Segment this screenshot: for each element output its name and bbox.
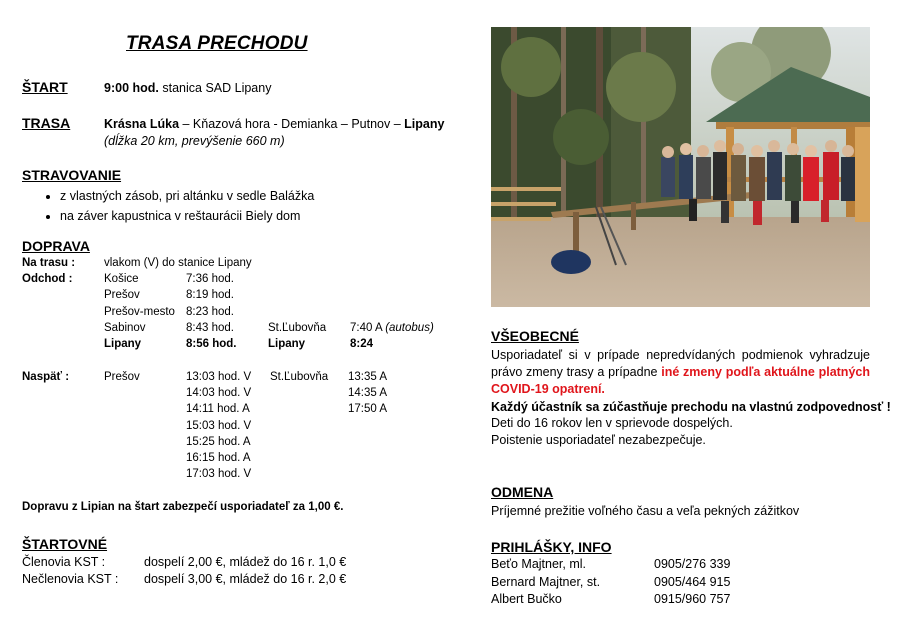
stravovanie-list — [30, 186, 314, 226]
table-row — [22, 420, 428, 436]
contact-name: Beťo Majtner, ml. — [491, 557, 587, 571]
na-trasu-label: Na trasu : — [22, 257, 76, 269]
contacts-table — [491, 557, 774, 610]
stravovanie-item: • na záver kapustnica v reštaurácii Biely dom — [60, 206, 314, 226]
table-row — [22, 468, 428, 484]
naspat-alt-place: St.Ľubovňa — [270, 371, 329, 383]
odmena-text: Príjemné prežitie voľného času a veľa pekných zážitkov — [491, 504, 800, 518]
odchod-place: Košice — [104, 273, 139, 286]
naspat-time: 17:03 hod. V — [186, 468, 252, 481]
odchod-label: Odchod : — [22, 273, 73, 286]
odchod-alt-place: St.Ľubovňa — [268, 321, 327, 334]
start-info — [104, 81, 271, 95]
contact-phone: 0905/464 915 — [654, 574, 731, 589]
table-row — [22, 306, 470, 322]
naspat-place: Prešov — [104, 371, 140, 383]
contact-phone: 0915/960 757 — [654, 592, 731, 606]
table-row — [22, 452, 428, 468]
group-photo — [491, 27, 870, 307]
odchod-place: Sabinov — [104, 321, 146, 334]
vseobecne-paragraph — [491, 347, 870, 398]
table-row — [22, 572, 374, 589]
vseobecne-responsibility: Každý účastník sa zúčastňuje prechodu na vlastnú zodpovednosť ! — [491, 400, 891, 414]
photo-illustration — [491, 27, 870, 307]
trasa-middle: – Kňazová hora - Demianka – Putnov – — [179, 117, 405, 131]
contact-name: Albert Bučko — [491, 592, 562, 606]
odchod-place: Prešov — [104, 289, 140, 302]
vseobecne-text: Usporiadateľ si v prípade nepredvídaných podmienok vyhradzuje právo zmeny trasy a prípadne — [491, 348, 870, 379]
start-heading: ŠTART — [22, 79, 68, 95]
contact-phone: 0905/276 339 — [654, 557, 731, 571]
table-row — [22, 436, 428, 452]
table-row — [22, 403, 428, 419]
table-row — [22, 338, 470, 354]
prihlasky-heading: PRIHLÁŠKY, INFO — [491, 539, 612, 555]
contact-name: Bernard Majtner, st. — [491, 574, 601, 589]
odchod-place: Lipany — [104, 337, 142, 350]
odchod-alt-time: 7:40 A — [350, 321, 382, 334]
naspat-alt-time: 14:35 A — [348, 387, 388, 400]
startovne-value: dospelí 2,00 €, mládež do 16 r. 1,0 € — [144, 555, 347, 569]
naspat-time: 16:15 hod. A — [186, 451, 251, 464]
odchod-table — [22, 257, 470, 354]
odmena-heading: ODMENA — [491, 484, 554, 500]
table-row — [22, 371, 428, 387]
trasa-route — [104, 117, 444, 131]
naspat-alt-time: 13:35 A — [348, 371, 388, 383]
startovne-heading: ŠTARTOVNÉ — [22, 536, 108, 552]
vseobecne-covid-note: iné zmeny podľa aktuálne platných COVID-19 opatrení. — [491, 365, 870, 396]
odchod-place: Prešov-mesto — [104, 305, 175, 318]
startovne-label: Nečlenovia KST : — [22, 572, 119, 586]
startovne-table — [22, 555, 374, 589]
odchod-time: 8:56 hod. — [186, 337, 237, 350]
naspat-time: 15:03 hod. V — [186, 419, 252, 432]
trasa-details: (dĺžka 20 km, prevýšenie 660 m) — [104, 134, 285, 148]
table-row — [491, 592, 774, 610]
naspat-alt-time: 17:50 A — [348, 403, 388, 416]
table-row — [22, 387, 428, 403]
start-time: 9:00 hod. — [104, 81, 159, 95]
naspat-time: 14:03 hod. V — [186, 387, 252, 400]
vseobecne-children: Deti do 16 rokov len v sprievode dospelých. — [491, 416, 733, 430]
doprava-heading: DOPRAVA — [22, 238, 90, 254]
startovne-value: dospelí 3,00 €, mládež do 16 r. 2,0 € — [144, 572, 347, 586]
odchod-time: 7:36 hod. — [186, 273, 234, 286]
trasa-end: Lipany — [404, 117, 445, 131]
table-row — [22, 289, 470, 305]
na-trasu-value: vlakom (V) do stanice Lipany — [104, 257, 252, 269]
vseobecne-heading: VŠEOBECNÉ — [491, 328, 579, 344]
naspat-time: 14:11 hod. A — [186, 403, 250, 416]
odchod-alt-time: 8:24 — [350, 337, 374, 350]
startovne-label: Členovia KST : — [22, 555, 106, 569]
table-row — [22, 322, 470, 338]
stravovanie-heading: STRAVOVANIE — [22, 167, 122, 183]
table-row — [22, 257, 470, 273]
table-row — [22, 555, 374, 572]
naspat-time: 13:03 hod. V — [186, 371, 252, 383]
page-title: TRASA PRECHODU — [126, 33, 308, 54]
table-row — [491, 575, 774, 593]
odchod-alt-place: Lipany — [268, 337, 306, 350]
table-row — [22, 273, 470, 289]
odchod-time: 8:43 hod. — [186, 321, 234, 334]
trasa-start: Krásna Lúka — [104, 117, 180, 131]
odchod-alt-note: (autobus) — [385, 321, 434, 334]
trasa-heading: TRASA — [22, 115, 71, 131]
naspat-time: 15:25 hod. A — [186, 435, 251, 448]
naspat-table — [22, 371, 428, 484]
stravovanie-item: • z vlastných zásob, pri altánku v sedle Balážka — [60, 186, 314, 206]
doprava-note: Dopravu z Lipian na štart zabezpečí usporiadateľ za 1,00 €. — [22, 501, 344, 513]
odchod-time: 8:23 hod. — [186, 305, 234, 318]
table-row — [491, 557, 774, 575]
start-place: stanica SAD Lipany — [162, 81, 272, 95]
naspat-label: Naspäť : — [22, 371, 70, 383]
odchod-time: 8:19 hod. — [186, 289, 234, 302]
vseobecne-insurance: Poistenie usporiadateľ nezabezpečuje. — [491, 433, 706, 447]
